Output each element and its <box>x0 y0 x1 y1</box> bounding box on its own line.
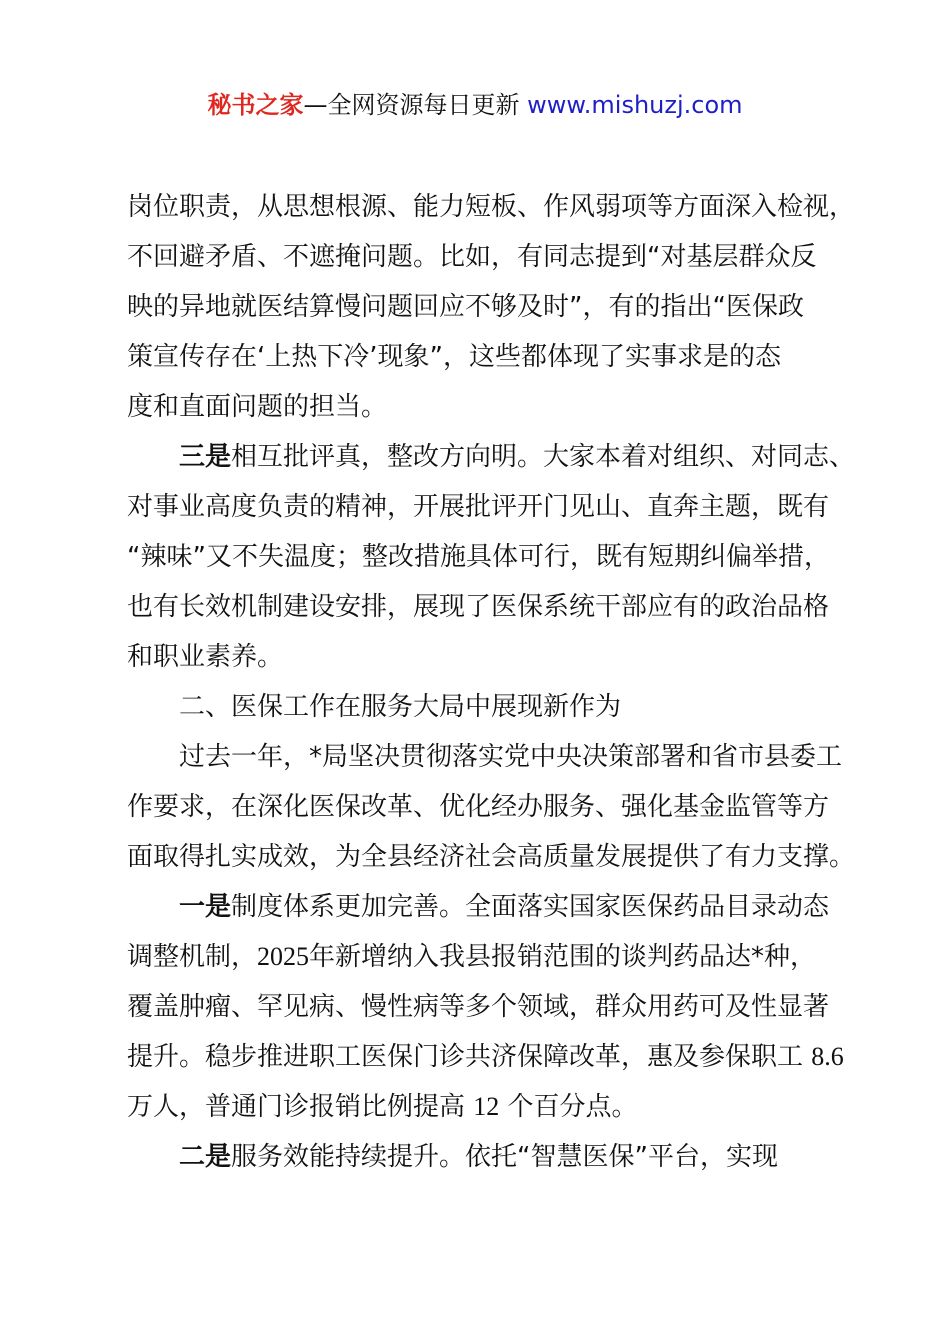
text-line: 映的异地就医结算慢问题回应不够及时”，有的指出“医保政 <box>127 292 804 322</box>
text-line <box>127 932 837 982</box>
text-run: 调整机制， <box>127 942 258 972</box>
text-run: 年新增纳入我县报销范围的谈判药品达*种， <box>309 942 817 972</box>
text-run: 万人，普通门诊报销比例提高 <box>127 1092 474 1122</box>
paragraph-start-line <box>127 882 837 932</box>
text-line: 度和直面问题的担当。 <box>127 392 388 422</box>
number-run: 8.6 <box>811 1042 844 1071</box>
text-run: 个百分点。 <box>499 1092 638 1122</box>
text-line: 对事业高度负责的精神，开展批评开门见山、直奔主题，既有 <box>127 492 830 522</box>
text-line: 不回避矛盾、不遮掩问题。比如，有同志提到“对基层群众反 <box>127 242 817 272</box>
document-body <box>127 182 856 1182</box>
point-marker: 一是 <box>179 892 232 922</box>
text-run: 相互批评真，整改方向明。大家本着对组织、对同志、 <box>231 442 856 472</box>
point-marker: 二是 <box>179 1142 232 1172</box>
text-line: 作要求，在深化医保改革、优化经办服务、强化基金监管等方 <box>127 792 830 822</box>
point-marker: 三是 <box>179 442 232 472</box>
paragraph-start-line <box>127 432 856 482</box>
number-run: 2025 <box>257 942 310 971</box>
text-line: 面取得扎实成效，为全县经济社会高质量发展提供了有力支撑。 <box>127 842 856 872</box>
text-line: “辣味”又不失温度；整改措施具体可行，既有短期纠偏举措， <box>127 542 830 572</box>
text-line: 岗位职责，从思想根源、能力短板、作风弱项等方面深入检视， <box>127 192 856 222</box>
text-line: 策宣传存在‘上热下冷’现象”，这些都体现了实事求是的态 <box>127 342 781 372</box>
text-run: 服务效能持续提升。依托“智慧医保”平台，实现 <box>231 1142 778 1172</box>
section-heading: 二、医保工作在服务大局中展现新作为 <box>179 692 622 722</box>
text-line <box>127 1032 844 1082</box>
site-slogan: —全网资源每日更新 <box>303 91 528 119</box>
number-run: 12 <box>473 1092 500 1121</box>
text-line: 覆盖肿瘤、罕见病、慢性病等多个领域，群众用药可及性显著 <box>127 992 830 1022</box>
text-line: 也有长效机制建设安排，展现了医保系统干部应有的政治品格 <box>127 592 830 622</box>
paragraph-start-line <box>127 1132 837 1182</box>
text-run: 制度体系更加完善。全面落实国家医保药品目录动态 <box>231 892 830 922</box>
site-brand: 秘书之家 <box>207 91 304 119</box>
site-header <box>0 88 950 122</box>
text-line <box>127 1082 837 1132</box>
paragraph-start-line: 过去一年，*局坚决贯彻落实党中央决策部署和省市县委工 <box>179 742 843 772</box>
text-run: 提升。稳步推进职工医保门诊共济保障改革，惠及参保职工 <box>127 1042 812 1072</box>
text-line: 和职业素养。 <box>127 642 284 672</box>
site-url-link[interactable]: www.mishuzj.com <box>527 91 743 119</box>
